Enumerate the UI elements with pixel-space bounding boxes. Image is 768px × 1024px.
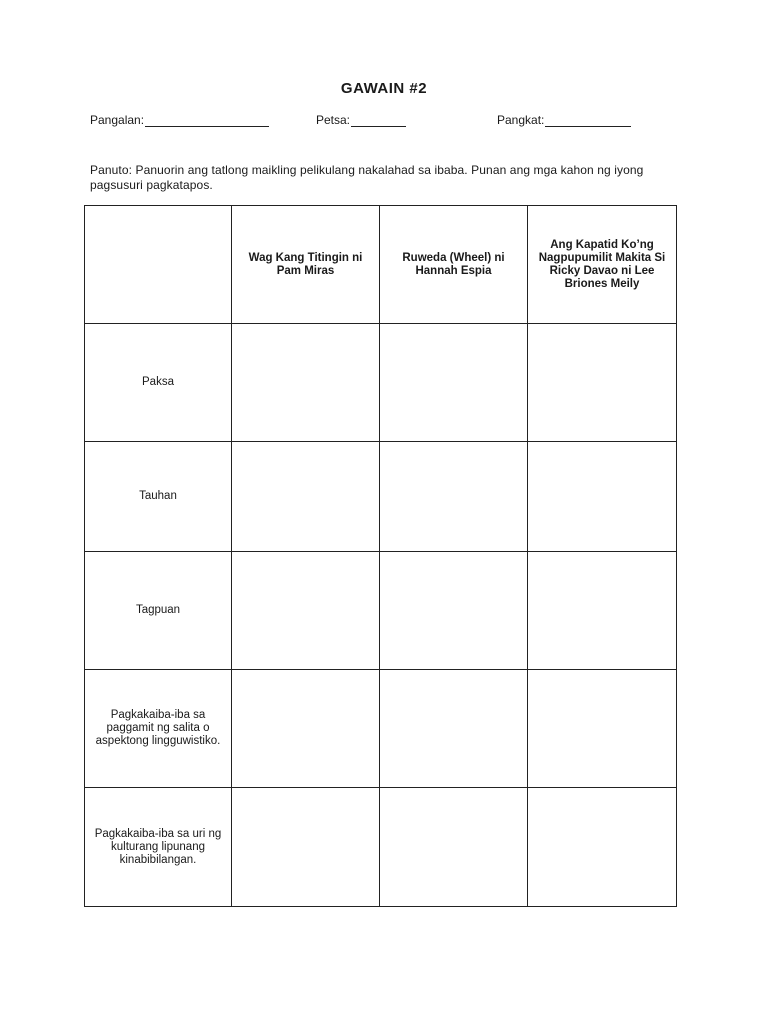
instructions-text: Panuto: Panuorin ang tatlong maikling pelikulang nakalahad sa ibaba. Punan ang mga kahon ng iyong pagsusuri pagkatapos. [90, 163, 644, 192]
row-label-linguistic: Pagkakaiba-iba sa paggamit ng salita o aspektong lingguwistiko. [85, 670, 232, 788]
answer-cell[interactable] [380, 442, 528, 552]
group-field[interactable] [497, 113, 631, 127]
date-blank-line[interactable] [351, 114, 406, 127]
answer-cell[interactable] [380, 788, 528, 907]
answer-cell[interactable] [232, 442, 380, 552]
table-header-row [85, 206, 677, 324]
date-field[interactable] [316, 113, 406, 127]
analysis-table [84, 205, 677, 907]
name-blank-line[interactable] [145, 114, 269, 127]
answer-cell[interactable] [528, 442, 677, 552]
answer-cell[interactable] [528, 324, 677, 442]
table-row [85, 670, 677, 788]
answer-cell[interactable] [380, 670, 528, 788]
answer-cell[interactable] [380, 552, 528, 670]
answer-cell[interactable] [528, 788, 677, 907]
answer-cell[interactable] [528, 552, 677, 670]
answer-cell[interactable] [232, 788, 380, 907]
name-field[interactable] [90, 113, 269, 127]
row-label-culture: Pagkakaiba-iba sa uri ng kulturang lipunang kinabibilangan. [85, 788, 232, 907]
answer-cell[interactable] [232, 670, 380, 788]
table-row [85, 552, 677, 670]
answer-cell[interactable] [528, 670, 677, 788]
column-header-film-2: Ruweda (Wheel) ni Hannah Espia [380, 206, 528, 324]
row-label-tauhan: Tauhan [85, 442, 232, 552]
table-row [85, 442, 677, 552]
page-title: GAWAIN #2 [340, 80, 428, 97]
answer-cell[interactable] [380, 324, 528, 442]
date-label: Petsa: [316, 113, 351, 127]
header-fields [0, 113, 768, 133]
row-label-paksa: Paksa [85, 324, 232, 442]
answer-cell[interactable] [232, 324, 380, 442]
row-label-tagpuan: Tagpuan [85, 552, 232, 670]
group-blank-line[interactable] [545, 114, 631, 127]
answer-cell[interactable] [232, 552, 380, 670]
column-header-film-1: Wag Kang Titingin ni Pam Miras [232, 206, 380, 324]
table-row [85, 324, 677, 442]
name-label: Pangalan: [90, 113, 145, 127]
table-row [85, 788, 677, 907]
table-corner-cell [85, 206, 232, 324]
column-header-film-3: Ang Kapatid Ko’ng Nagpupumilit Makita Si Ricky Davao ni Lee Briones Meily [528, 206, 677, 324]
group-label: Pangkat: [497, 113, 545, 127]
